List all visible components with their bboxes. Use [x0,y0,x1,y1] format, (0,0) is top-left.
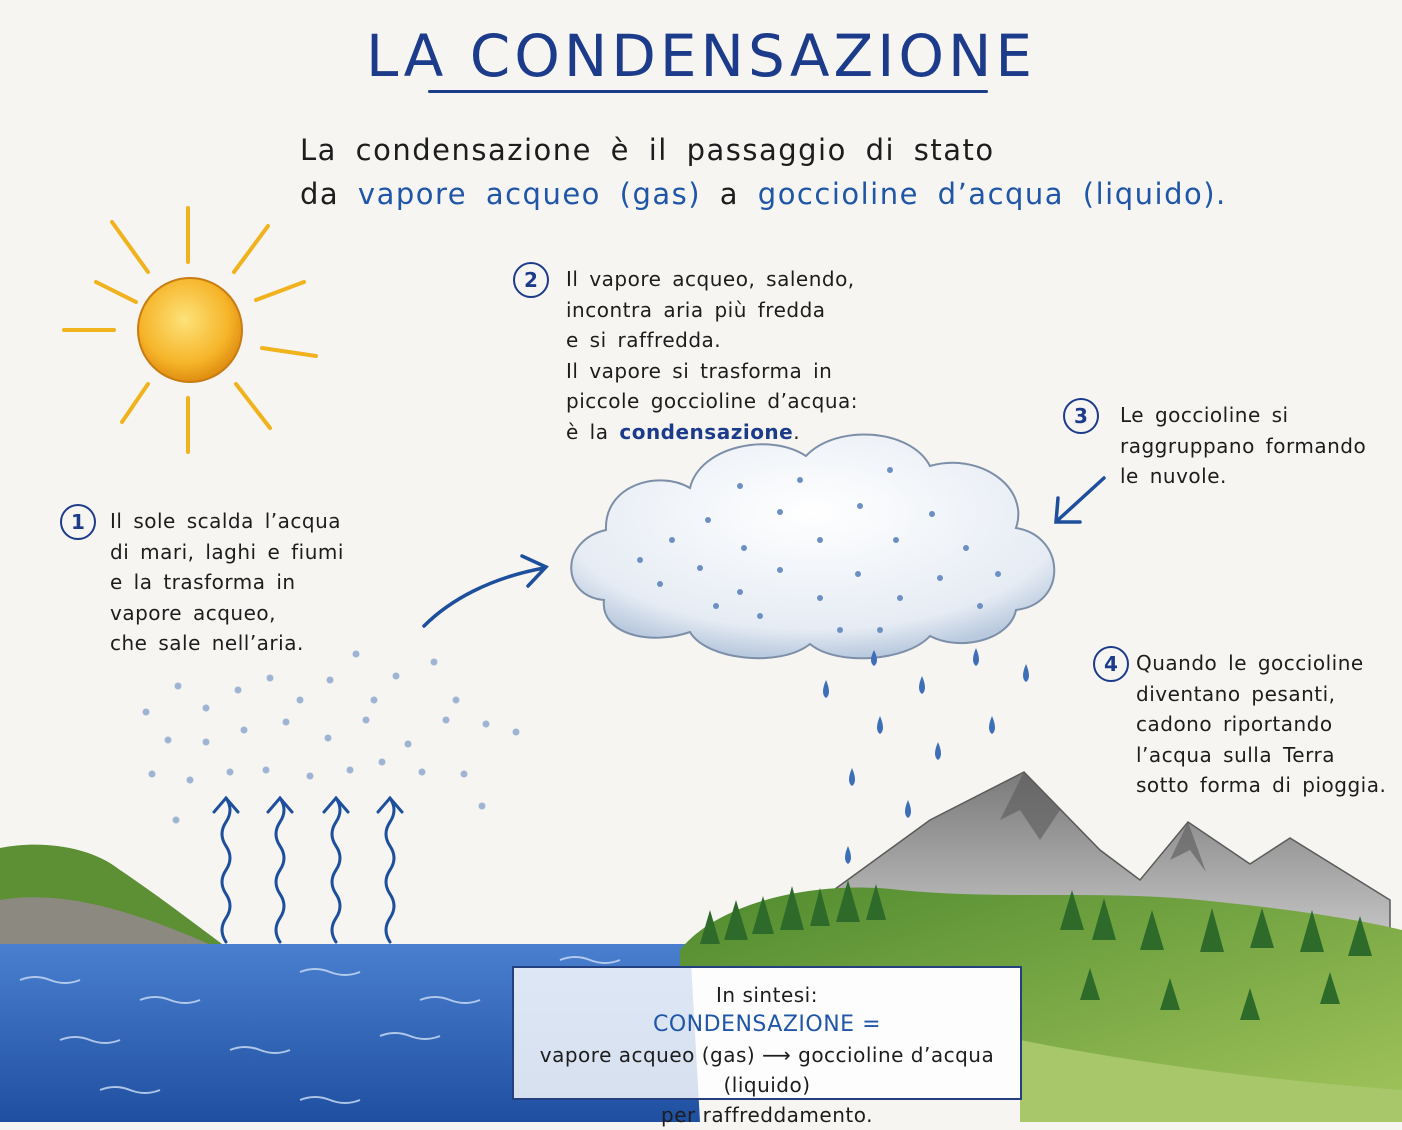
step-2-line: Il vapore acqueo, salendo, [566,267,855,291]
step-4-badge: 4 [1093,646,1129,682]
step-3-text [1120,400,1366,492]
summary-box [512,966,1022,1127]
cloud-icon [571,434,1054,658]
arrow-to-cloud-icon [424,556,546,626]
intro-prefix: da [300,177,340,211]
step-2-line: piccole goccioline d’acqua: [566,389,859,413]
step-2-line: e si raffredda. [566,328,722,352]
intro-term-gas: vapore acqueo (gas) [357,177,702,211]
summary-formula: vapore acqueo (gas) ⟶ goccioline d’acqua (liquido) [539,1043,995,1097]
intro-term-liquid: goccioline d’acqua (liquido) [757,177,1217,211]
step-1-line: di mari, laghi e fiumi [110,539,344,564]
intro-line-1: La condensazione è il passaggio di stato [300,133,995,167]
step-1-text [110,506,344,659]
intro-text [300,128,1227,216]
step-1-line: che sale nell’aria. [110,631,304,655]
step-2-line: Il vapore si trasforma in [566,358,833,383]
summary-note: per raffreddamento. [661,1103,873,1127]
step-2-keyword: condensazione [619,419,794,444]
page-title: LA CONDENSAZIONE [365,22,1037,90]
step-3-line: raggruppano formando [1120,433,1367,458]
step-4-line: Quando le goccioline [1136,651,1364,675]
step-2-last-line [566,417,858,448]
step-2-last-suffix: . [793,419,801,444]
intro-line-2 [300,172,1227,216]
step-1-line: Il sole scalda l’acqua [110,509,342,533]
step-4-line: l’acqua sulla Terra [1136,742,1335,767]
summary-keyword: CONDENSAZIONE = [652,1012,881,1037]
step-4-text [1136,648,1386,801]
step-2-text [566,264,858,447]
step-4-line: diventano pesanti, [1136,681,1336,706]
arrow-to-cloud-from-step3-icon [1056,478,1104,522]
step-3-line: le nuvole. [1120,464,1227,488]
title-underline [428,90,988,93]
sun-icon [64,208,316,452]
rising-vapor-arrows [214,798,402,942]
step-3-line: Le goccioline si [1120,403,1289,427]
step-2-badge: 2 [513,262,549,298]
step-2-line: incontra aria più fredda [566,297,826,322]
step-4-line: cadono riportando [1136,712,1333,736]
step-1-line: vapore acqueo, [110,600,276,625]
step-1-line: e la trasforma in [110,570,296,594]
intro-mid: a [719,177,740,211]
intro-suffix: . [1216,177,1227,211]
step-2-last-prefix: è la [566,419,609,444]
vapor-dots [143,651,520,824]
step-4-line: sotto forma di pioggia. [1136,773,1387,797]
summary-heading: In sintesi: [716,983,818,1007]
step-3-badge: 3 [1063,398,1099,434]
step-1-badge: 1 [60,504,96,540]
